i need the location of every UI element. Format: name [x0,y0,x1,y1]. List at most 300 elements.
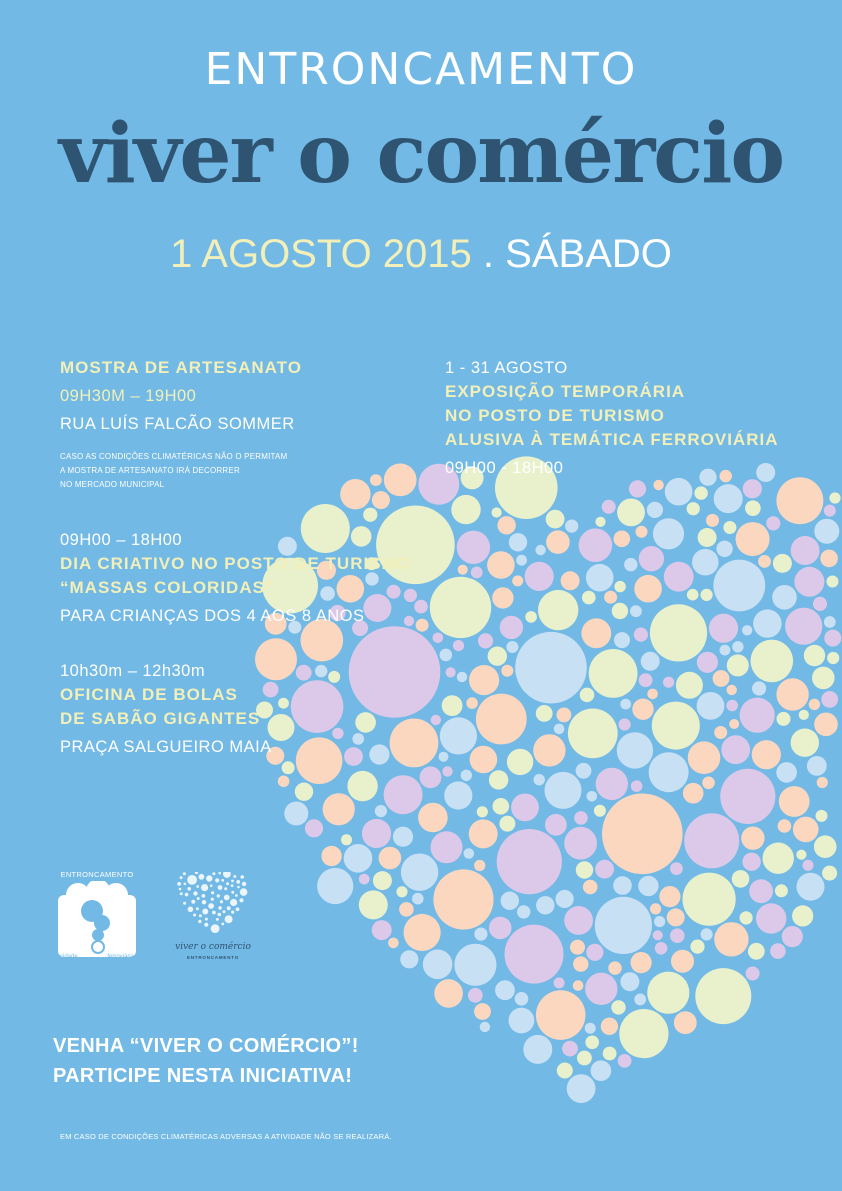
bubble [821,691,838,708]
campaign-logo-name: viver o comércio [175,942,251,952]
bubble [653,930,663,940]
bubble [220,900,223,903]
date-separator: . [471,232,506,276]
bubble [595,897,652,954]
bubble [183,902,186,905]
event-dates: 1 - 31 AGOSTO [445,359,568,377]
bubble [239,898,243,902]
bubble [792,905,813,926]
bubble [226,882,229,885]
bubble [404,914,441,951]
bubble [576,763,592,779]
bubble [545,814,567,836]
bubble [202,900,206,904]
bubble [506,641,518,653]
event-title-line: ALUSIVA À TEMÁTICA FERROVIÁRIA [445,430,779,449]
bubble [536,990,586,1040]
bubble [457,531,490,564]
bubble [807,756,827,776]
bubble [702,777,715,790]
bubble [434,979,463,1008]
bubble [418,803,448,833]
bubble [772,585,797,610]
bubble [470,746,498,774]
bubble [533,734,565,766]
bubble [212,911,216,915]
bubble [193,891,197,895]
bubble [523,1035,552,1064]
bubble [393,827,413,847]
event-audience: PARA CRIANÇAS DOS 4 AOS 8 ANOS [60,607,365,625]
bubble [208,903,214,909]
bubble [227,906,231,910]
bubble [231,911,234,914]
bubble [466,697,478,709]
bubble [665,478,693,506]
bubble [211,891,214,894]
bubble [602,794,683,875]
bubble [634,994,646,1006]
bubble [516,555,527,566]
city-logo-right-text: ferroviária [107,954,134,960]
bubble [442,766,452,776]
bubble [468,988,483,1003]
bubble [499,816,515,832]
bubble [525,562,554,591]
cta-line: PARTICIPE NESTA INICIATIVA! [53,1065,353,1087]
event-title: MOSTRA DE ARTESANATO [60,358,302,377]
bubble [614,632,630,648]
bubble [647,502,663,518]
bubble [591,1060,612,1081]
bubble [206,875,212,881]
bubble [603,1047,617,1061]
bubble [567,1074,596,1103]
bubble [477,806,488,817]
bubble [400,950,418,968]
bubble [359,874,370,885]
bubble [791,729,819,757]
bubble [596,768,628,800]
bubble [231,884,234,887]
bubble [687,589,699,601]
bubble [416,619,429,632]
bubble [384,775,423,814]
event-title-line: DIA CRIATIVO NO POSTO DE TURISMO [60,554,411,573]
bubble [809,699,820,710]
bubble [695,968,751,1024]
bubble [709,614,738,643]
bubble [202,894,206,898]
bubble [242,882,246,886]
bubble [612,603,628,619]
bubble [453,640,464,651]
bubble [305,819,323,837]
bubble [723,521,736,534]
bubble [796,850,806,860]
event-note-line: CASO AS CONDIÇÕES CLIMATÉRICAS NÃO O PERMITAM [60,452,288,461]
bubble [349,626,441,718]
bubble [344,747,363,766]
train-steam-icon [58,881,136,957]
bubble [497,829,562,894]
bubble [585,1036,599,1050]
bubble [217,894,220,897]
bubble [554,724,565,735]
bubble [749,879,773,903]
bubble [650,604,707,661]
bubble [341,834,352,845]
bubble [505,925,564,984]
bubble [813,597,827,611]
bubble [474,1003,491,1020]
bubble [231,891,234,894]
bubble [608,961,621,974]
bubble [742,853,760,871]
bubble [231,880,234,883]
bubble [218,885,223,890]
bubble [205,918,208,921]
bubble [442,695,463,716]
bubble [224,895,230,901]
city-logo [56,870,138,966]
bubble [663,677,674,688]
bubble [586,564,614,592]
bubble [776,762,797,783]
bubble [236,907,240,911]
bubble [741,827,764,850]
bubble [639,673,653,687]
bubble [729,719,739,729]
bubble [618,1054,632,1068]
bubble [721,735,750,764]
bubble [355,712,376,733]
bubble [340,479,370,509]
bubble [546,530,570,554]
event-title-line: EXPOSIÇÃO TEMPORÁRIA [445,382,686,401]
bubble [714,726,727,739]
bubble [332,728,343,739]
bubble [683,783,704,804]
bubble [619,1009,668,1058]
bubble [670,862,683,875]
bubble [631,780,643,792]
bubble [199,914,202,917]
bubble [743,479,762,498]
bubble [546,510,565,529]
bubble [565,520,578,533]
bubble [557,708,572,723]
bubble [493,798,510,815]
bubble [683,873,736,926]
bubble [634,575,662,603]
bubble [653,518,684,549]
bubble [580,688,595,703]
bubble [431,715,441,725]
bubble [775,884,788,897]
bubble [667,908,685,926]
bubble [619,718,631,730]
bubble [509,533,527,551]
bubble [210,884,213,887]
bubble [799,710,809,720]
bubble [196,885,199,888]
bubble [804,645,825,666]
bubble [177,882,181,886]
bubble [507,749,533,775]
bubble [458,565,468,575]
bubble [585,1023,596,1034]
bubble [674,1011,697,1034]
bubble [440,649,453,662]
bubble [634,628,648,642]
bubble [556,890,574,908]
bubble [740,911,753,924]
bubble [706,514,719,527]
bubble [461,770,472,781]
bubble [218,906,222,910]
bubble [692,549,719,576]
bubble [202,909,208,915]
bubble [770,943,786,959]
bubble [624,558,637,571]
bubble [650,903,661,914]
city-logo-top-text: ENTRONCAMENTO [60,870,134,879]
bubble [778,819,792,833]
bubble [611,1000,625,1014]
bubble [791,536,820,565]
bubble [716,541,732,557]
bubble [431,831,463,863]
bubble [748,943,765,960]
bubble [390,719,439,768]
bubble [776,678,808,710]
bubble [576,861,593,878]
bubble [554,977,565,988]
bubble [187,875,197,885]
campaign-logo-sub: ENTRONCAMENTO [186,955,240,960]
bubble [620,972,639,991]
bubble [396,886,407,897]
bubble [211,924,220,933]
bubble [501,665,513,677]
bubble [701,589,713,601]
bubble [574,811,588,825]
bubble [199,874,205,880]
event-title-line: OFICINA DE BOLAS [60,685,238,704]
bubble [221,879,224,882]
bubble [323,793,355,825]
bubble [714,484,743,513]
bubble [478,633,493,648]
bubble [515,992,529,1006]
bubble [423,950,453,980]
bubble [653,480,663,490]
bubble [670,928,685,943]
cta-line: VENHA “VIVER O COMÉRCIO”! [53,1035,359,1057]
bubble [321,846,341,866]
bubble [827,652,839,664]
bubble [373,871,392,890]
bubble [433,869,493,929]
bubble [500,616,523,639]
bubble [488,647,507,666]
city-title: ENTRONCAMENTO [204,44,638,95]
bubble [183,872,186,875]
event-time: 09H30M – 19H00 [60,387,197,405]
bubble [824,630,841,647]
bubble [620,699,631,710]
bubble [714,922,748,956]
bubble [212,872,215,875]
bubble [296,737,343,784]
event-artesanato [60,356,302,492]
bubble [444,781,472,809]
bubble [221,923,224,926]
bubble [515,632,587,704]
bubble [278,698,289,709]
bubble [816,810,828,822]
bubble [732,870,750,888]
bubble [617,732,653,768]
bubble [420,766,442,788]
heart-icon [176,872,250,940]
bubble [180,876,183,879]
bubble [193,914,196,917]
bubble [720,645,731,656]
bubble [822,866,837,881]
bubble [732,641,743,652]
event-time: 09H00 - 18H00 [445,459,564,477]
bubble [233,875,236,878]
bubble [236,880,240,884]
event-note-line: NO MERCADO MUNICIPAL [60,480,165,489]
bubble [375,805,387,817]
bubble [370,474,382,486]
bubble [195,872,198,874]
bubble [399,902,414,917]
bubble [766,516,780,530]
bubble [372,491,390,509]
bubble [191,900,195,904]
bubble [538,590,578,630]
bubble [240,888,248,896]
bubble [779,786,810,817]
bubble [797,873,825,901]
bubble [697,652,718,673]
bubble [595,517,605,527]
bubble [476,694,527,745]
bubble [601,1018,618,1035]
bubble [545,772,582,809]
slogan-title: viver o comércio [58,106,784,202]
bubble [201,884,208,891]
bubble [594,805,606,817]
bubble [562,1041,578,1057]
bubble [185,893,189,897]
bubble [451,495,480,524]
bubble [328,671,340,683]
footnote: EM CASO DE CONDIÇÕES CLIMATÉRICAS ADVERSAS A ATIVIDADE NÃO SE REALIZARÁ. [60,1132,392,1141]
event-place: RUA LUÍS FALCÃO SOMMER [60,415,295,433]
event-note-line: A MOSTRA DE ARTESANATO IRÁ DECORRER [60,466,240,475]
bubble [829,492,840,503]
bubble [492,507,502,517]
bubble [278,776,290,788]
bubble [629,480,646,497]
bubble [581,618,611,648]
bubble [763,843,794,874]
bubble [446,667,456,677]
bubble [793,817,819,843]
bubble [372,920,392,940]
bubble [742,625,752,635]
date-text: 1 AGOSTO 2015 [170,232,472,276]
bubble [480,1022,490,1032]
bubble [315,665,327,677]
bubble [746,967,760,981]
campaign-logo [168,870,258,966]
bubble [379,847,402,870]
bubble [639,546,664,571]
bubble [517,905,530,918]
bubble [216,918,219,921]
weekday-text: SÁBADO [505,232,672,276]
bubble [587,791,598,802]
event-time: 10h30m – 12h30m [60,662,206,680]
bubble [471,567,483,579]
bubble [440,717,477,754]
bubble [282,761,295,774]
bubble [782,926,803,947]
event-title-line: DE SABÃO GIGANTES [60,709,261,728]
event-oficina [60,659,272,759]
bubble [713,670,730,687]
bubble [218,913,222,917]
event-title-line: NO POSTO DE TURISMO [445,406,665,425]
bubble [617,499,645,527]
bubble [534,774,545,785]
bubble [363,508,377,522]
bubble [430,577,491,638]
bubble [454,944,496,986]
bubble [557,1063,573,1079]
bubble [240,875,244,879]
bubble [585,973,617,1005]
bubble [474,860,485,871]
bubble [671,950,694,973]
bubble [570,940,585,955]
bubble [690,940,704,954]
bubble [740,698,775,733]
bubble [501,892,519,910]
bubble [211,898,214,901]
bubble [688,741,721,774]
bubble [352,733,364,745]
bubble [684,813,739,868]
bubble [187,887,191,891]
bubble [814,713,838,737]
bubble [218,872,221,874]
bubble [776,477,823,524]
bubble [180,892,183,895]
bubble [474,928,487,941]
bubble [512,575,523,586]
bubble [727,685,737,695]
bubble [223,872,231,878]
bubble [196,907,199,910]
bubble [296,665,312,681]
